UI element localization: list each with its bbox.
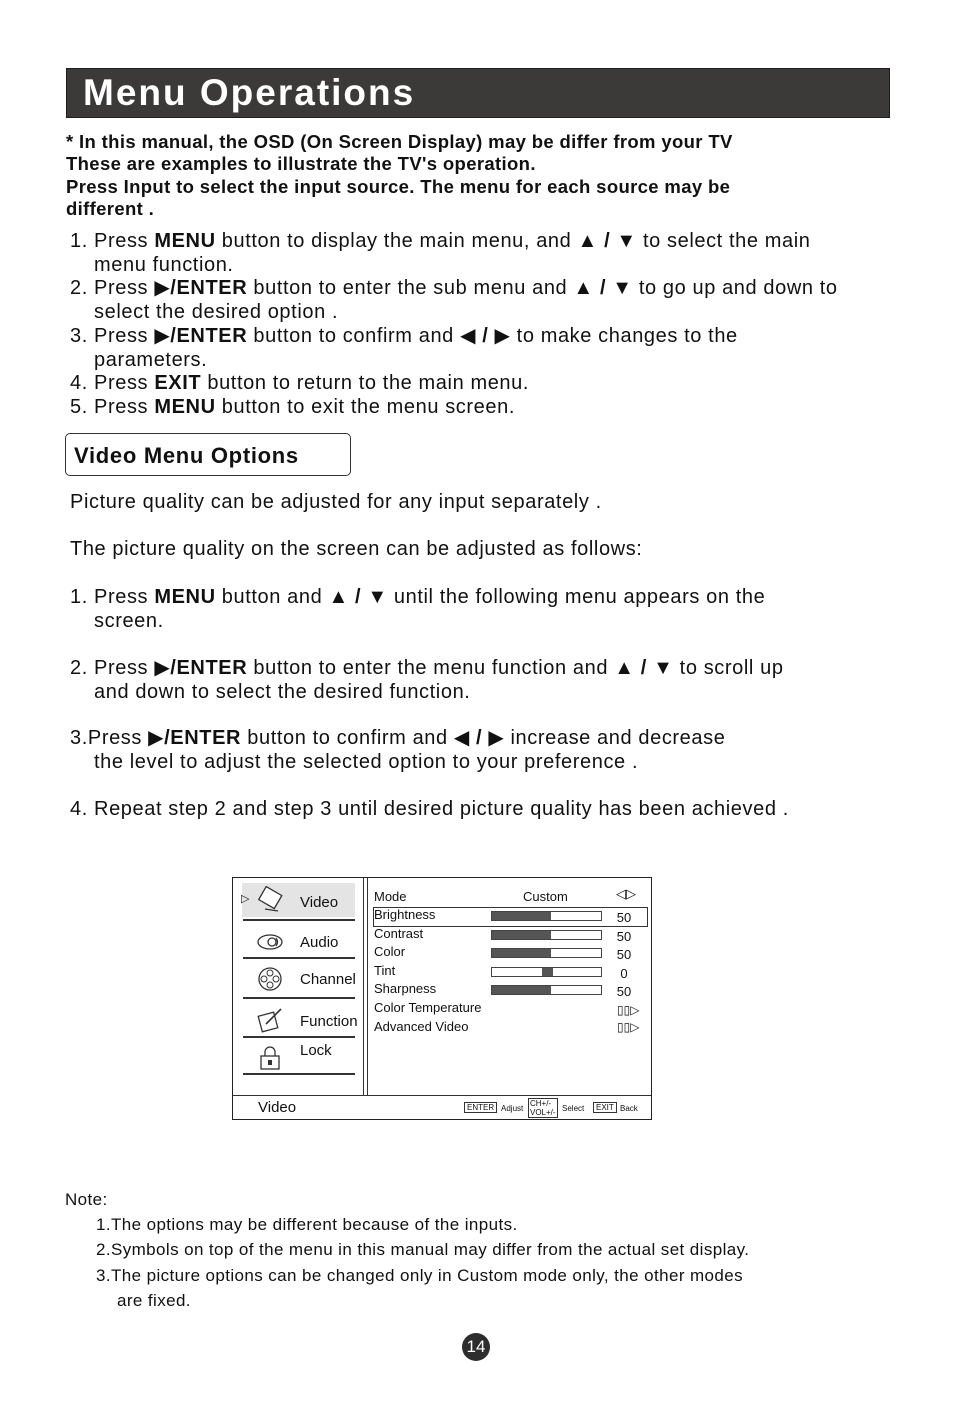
lock-icon [256, 1045, 284, 1073]
disclaimer-line: different . [66, 197, 155, 219]
color-value: 50 [616, 947, 632, 962]
step-4: 4. Press EXIT button to return to the main menu. [70, 372, 530, 395]
submenu-enter-icon: ▯▯▷ [617, 1003, 640, 1017]
key-enter: ▶/ENTER [154, 657, 248, 679]
page-number: 14 [462, 1333, 490, 1361]
video-step-4: 4. Repeat step 2 and step 3 until desired picture quality has been achieved . [70, 798, 789, 820]
ch-vol-key-label: CH+/- VOL+/- [530, 1099, 556, 1117]
up-down-arrows-icon: ▲ / ▼ [573, 277, 633, 300]
intro-text-2: The picture quality on the screen can be adjusted as follows: [70, 538, 643, 560]
osd-sidebar-function[interactable] [242, 1003, 358, 1037]
brightness-slider[interactable] [491, 911, 602, 921]
key-enter: ▶/ENTER [154, 277, 248, 300]
step-2: 2. Press ▶/ENTER button to enter the sub menu and ▲ / ▼ to go up and down to [70, 277, 838, 300]
osd-sidebar-audio[interactable] [242, 926, 355, 956]
brightness-value: 50 [616, 910, 632, 925]
osd-mode-value[interactable]: Custom [523, 889, 568, 904]
osd-sidebar-label: Function [300, 1013, 358, 1030]
up-down-arrows-icon: ▲ / ▼ [614, 657, 674, 679]
osd-footer-rule [233, 1095, 651, 1096]
contrast-value: 50 [616, 929, 632, 944]
submenu-enter-icon: ▯▯▷ [617, 1020, 640, 1034]
title-bar [66, 68, 890, 118]
step-1-cont: menu function. [94, 253, 234, 276]
left-right-arrows-icon: ◀ / ▶ [460, 324, 511, 347]
back-hint: Back [620, 1104, 638, 1113]
contrast-slider[interactable] [491, 930, 602, 940]
osd-row-advanced-video[interactable]: Advanced Video [374, 1019, 469, 1034]
pencil-icon [256, 1006, 284, 1034]
osd-mode-label: Mode [374, 889, 407, 904]
adjust-hint: Adjust [501, 1104, 524, 1113]
up-down-arrows-icon: ▲ / ▼ [328, 586, 388, 608]
exit-key-label: EXIT [593, 1103, 617, 1112]
disclaimer [66, 131, 866, 220]
osd-sidebar-channel[interactable] [242, 963, 355, 995]
note-item: 3.The picture options can be changed only in Custom mode only, the other modes [96, 1265, 744, 1285]
step-1: 1. Press MENU button to display the main menu, and ▲ / ▼ to select the main [70, 230, 811, 252]
page-title: Menu Operations [83, 72, 416, 113]
play-pointer-icon: ▷ [241, 893, 250, 905]
key-menu: MENU [154, 586, 216, 608]
section-heading-box [65, 433, 351, 476]
disclaimer-line: * In this manual, the OSD (On Screen Display) may be differ from your TV [66, 131, 733, 152]
left-right-arrows-icon: ◀ / ▶ [453, 727, 505, 749]
osd-sidebar-label: Lock [300, 1042, 332, 1059]
sharpness-value: 50 [616, 984, 632, 999]
osd-row-tint[interactable]: Tint [374, 963, 396, 978]
disclaimer-line: These are examples to illustrate the TV's operation. [66, 153, 536, 175]
left-right-arrows-icon: ◁▷ [616, 886, 636, 901]
osd-row-sharpness[interactable]: Sharpness [374, 981, 437, 996]
tint-value: 0 [620, 966, 628, 981]
disclaimer-line: Press Input to select the input source. The menu for each source may be [66, 175, 731, 197]
notes [65, 1187, 749, 1313]
select-hint: Select [562, 1104, 585, 1113]
note-item: 1.The options may be different because of the inputs. [96, 1215, 518, 1235]
osd-sidebar-lock[interactable] [242, 1040, 355, 1074]
osd-sidebar-label: Audio [300, 934, 339, 951]
osd-footer-title: Video [258, 1099, 297, 1116]
osd-divider [363, 878, 368, 1095]
osd-row-color-temperature[interactable]: Color Temperature [374, 1000, 482, 1015]
video-step-2: 2. Press ▶/ENTER button to enter the menu function and ▲ / ▼ to scroll up and down to select the desired function. [70, 657, 784, 703]
menu-steps [70, 230, 890, 420]
tint-slider[interactable] [491, 967, 602, 977]
section-title: Video Menu Options [74, 443, 299, 468]
up-down-arrows-icon: ▲ / ▼ [577, 230, 637, 252]
step-3: 3. Press ▶/ENTER button to confirm and ◀ / ▶ to make changes to the [70, 324, 738, 347]
note-item: 2.Symbols on top of the menu in this manual may differ from the actual set display. [96, 1240, 750, 1260]
tv-icon [256, 886, 284, 914]
key-menu: MENU [154, 230, 216, 252]
speaker-icon [256, 928, 284, 956]
osd-sidebar-label: Video [300, 894, 339, 911]
notes-heading: Note: [65, 1190, 108, 1209]
key-enter: ▶/ENTER [148, 727, 242, 749]
key-exit: EXIT [154, 372, 202, 395]
video-step-1: 1. Press MENU button and ▲ / ▼ until the following menu appears on the screen. [70, 586, 766, 632]
key-enter: ▶/ENTER [154, 324, 248, 347]
film-reel-icon [256, 965, 284, 993]
osd-menu [232, 877, 652, 1120]
osd-sidebar-video[interactable] [242, 883, 355, 917]
key-menu: MENU [154, 395, 216, 418]
intro-text-1: Picture quality can be adjusted for any input separately . [70, 491, 602, 513]
step-2-cont: select the desired option . [94, 301, 339, 324]
step-3-cont: parameters. [94, 348, 208, 371]
enter-key-label: ENTER [464, 1103, 497, 1112]
osd-row-color[interactable]: Color [374, 944, 406, 959]
video-step-3: 3.Press ▶/ENTER button to confirm and ◀ / ▶ increase and decrease the level to adjust the selected option to your preference . [70, 727, 726, 773]
osd-row-brightness[interactable]: Brightness [374, 907, 436, 922]
sharpness-slider[interactable] [491, 985, 602, 995]
color-slider[interactable] [491, 948, 602, 958]
osd-row-contrast[interactable]: Contrast [374, 926, 424, 941]
note-item: are fixed. [117, 1290, 191, 1310]
step-5: 5. Press MENU button to exit the menu screen. [70, 395, 515, 418]
osd-sidebar-label: Channel [300, 971, 356, 988]
